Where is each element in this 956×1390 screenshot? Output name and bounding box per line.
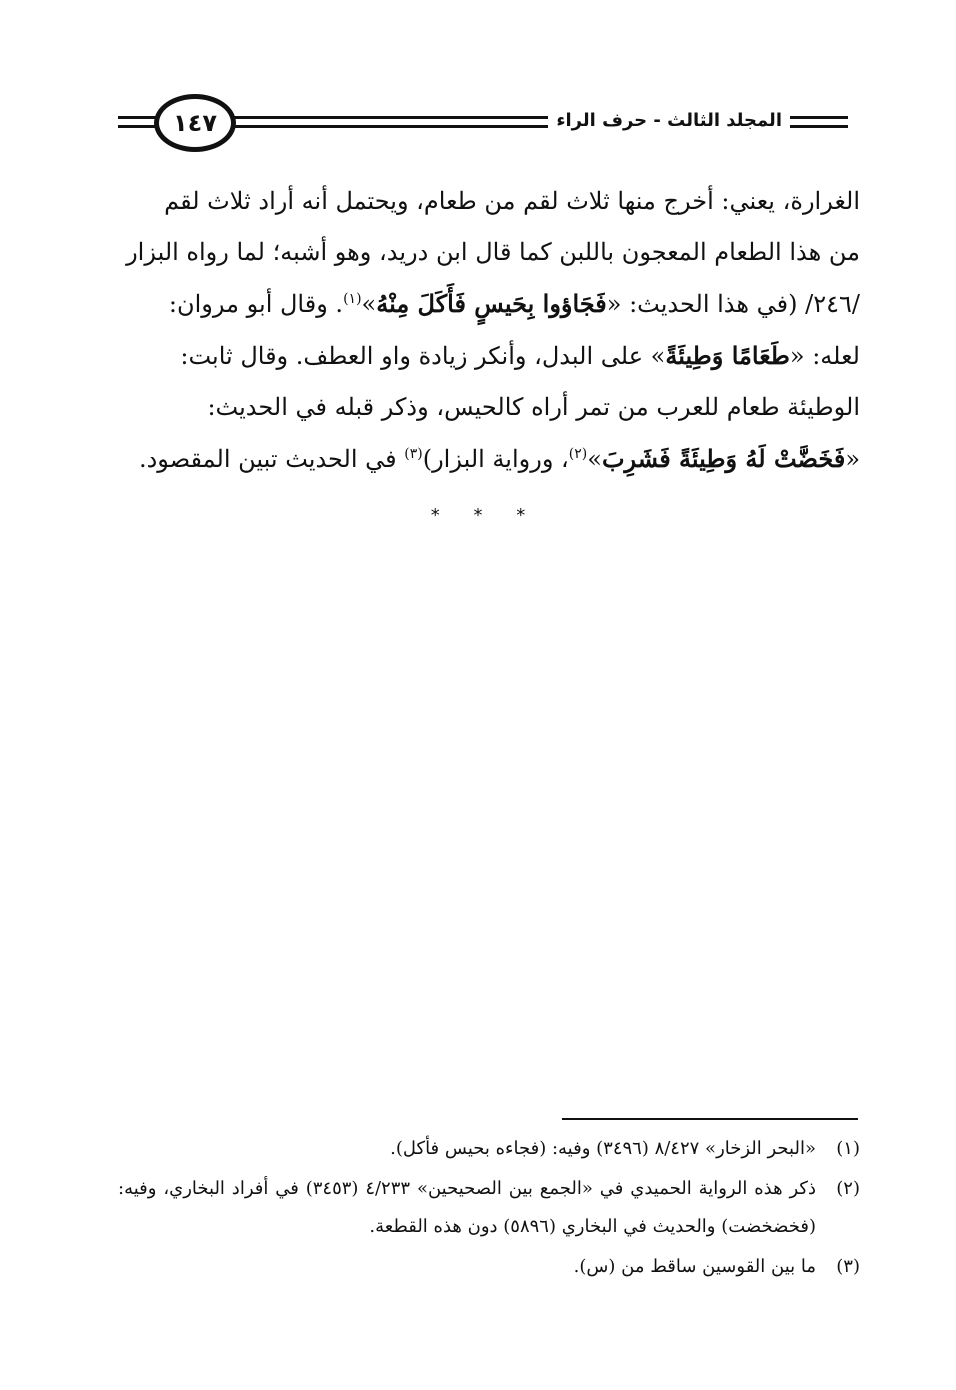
footnote-ref-1: (١)	[343, 291, 362, 307]
footnote-text: «البحر الزخار» ٨/٤٢٧ (٣٤٩٦) وفيه: (فجاءه بحيس فأكل).	[390, 1138, 816, 1159]
main-text-line-6	[118, 433, 860, 485]
hadith-quote-3: فَخَضَّتْ لَهُ وَطِيئَةً فَشَرِبَ	[601, 444, 846, 473]
main-text-line-3-c: . وقال أبو مروان:	[168, 290, 344, 318]
page-header	[118, 88, 848, 160]
main-text-line-6-a: «	[845, 445, 860, 473]
main-text-line-3	[118, 278, 860, 330]
footnote-ref-3: (٣)	[404, 446, 423, 462]
main-text-line-2: من هذا الطعام المعجون باللبن كما قال ابن دريد، وهو أشبه؛ لما رواه البزار	[126, 238, 860, 266]
main-text-line-5: الوطيئة طعام للعرب من تمر أراه كالحيس، وذكر قبله في الحديث:	[207, 393, 860, 421]
footnote-divider	[562, 1118, 858, 1120]
main-text-line-4-a: لعله: «	[789, 342, 860, 370]
footnote-ref-2: (٢)	[568, 446, 588, 462]
main-text-line-3-b: »	[361, 290, 377, 318]
section-break-asterisks: * * *	[430, 505, 540, 526]
page-number: ١٤٧	[173, 109, 217, 137]
footnote-text: ما بين القوسين ساقط من (س).	[573, 1256, 816, 1277]
main-text-line-3-a: /٢٤٦/ (في هذا الحديث: «	[606, 290, 860, 318]
footnotes	[118, 1130, 860, 1288]
main-text-line-6-c: ، ورواية البزار)	[422, 445, 569, 473]
hadith-quote-2: طَعَامًا وَطِيئَةً	[665, 341, 790, 370]
footnote-text: ذكر هذه الرواية الحميدي في «الجمع بين الصحيحين» ٤/٢٣٣ (٣٤٥٣) في أفراد البخاري، وفيه: (فخضخضت) والحديث في البخاري (٥٨٩٦) دون هذه القطعة.	[118, 1178, 816, 1237]
main-text	[118, 176, 860, 485]
footnote-1	[118, 1130, 860, 1168]
hadith-quote-1: فَجَاؤوا بِحَيسٍ فَأَكَلَ مِنْهُ	[376, 289, 607, 318]
main-text-line-4	[118, 330, 860, 382]
main-text-line-1: الغرارة، يعني: أخرج منها ثلاث لقم من طعام، ويحتمل أنه أراد ثلاث لقم	[164, 187, 860, 215]
running-title: المجلد الثالث - حرف الراء	[548, 110, 790, 131]
footnote-number: (٢)	[836, 1178, 860, 1199]
footnote-number: (٣)	[836, 1256, 860, 1277]
footnote-number: (١)	[836, 1138, 860, 1159]
main-text-line-4-b: » على البدل، وأنكر زيادة واو العطف. وقال ثابت:	[180, 342, 666, 370]
footnote-3	[118, 1248, 860, 1286]
main-text-line-6-b: »	[587, 445, 602, 473]
page-number-badge	[154, 94, 236, 152]
footnote-2	[118, 1170, 860, 1246]
main-text-line-6-d: في الحديث تبين المقصود.	[138, 445, 405, 473]
